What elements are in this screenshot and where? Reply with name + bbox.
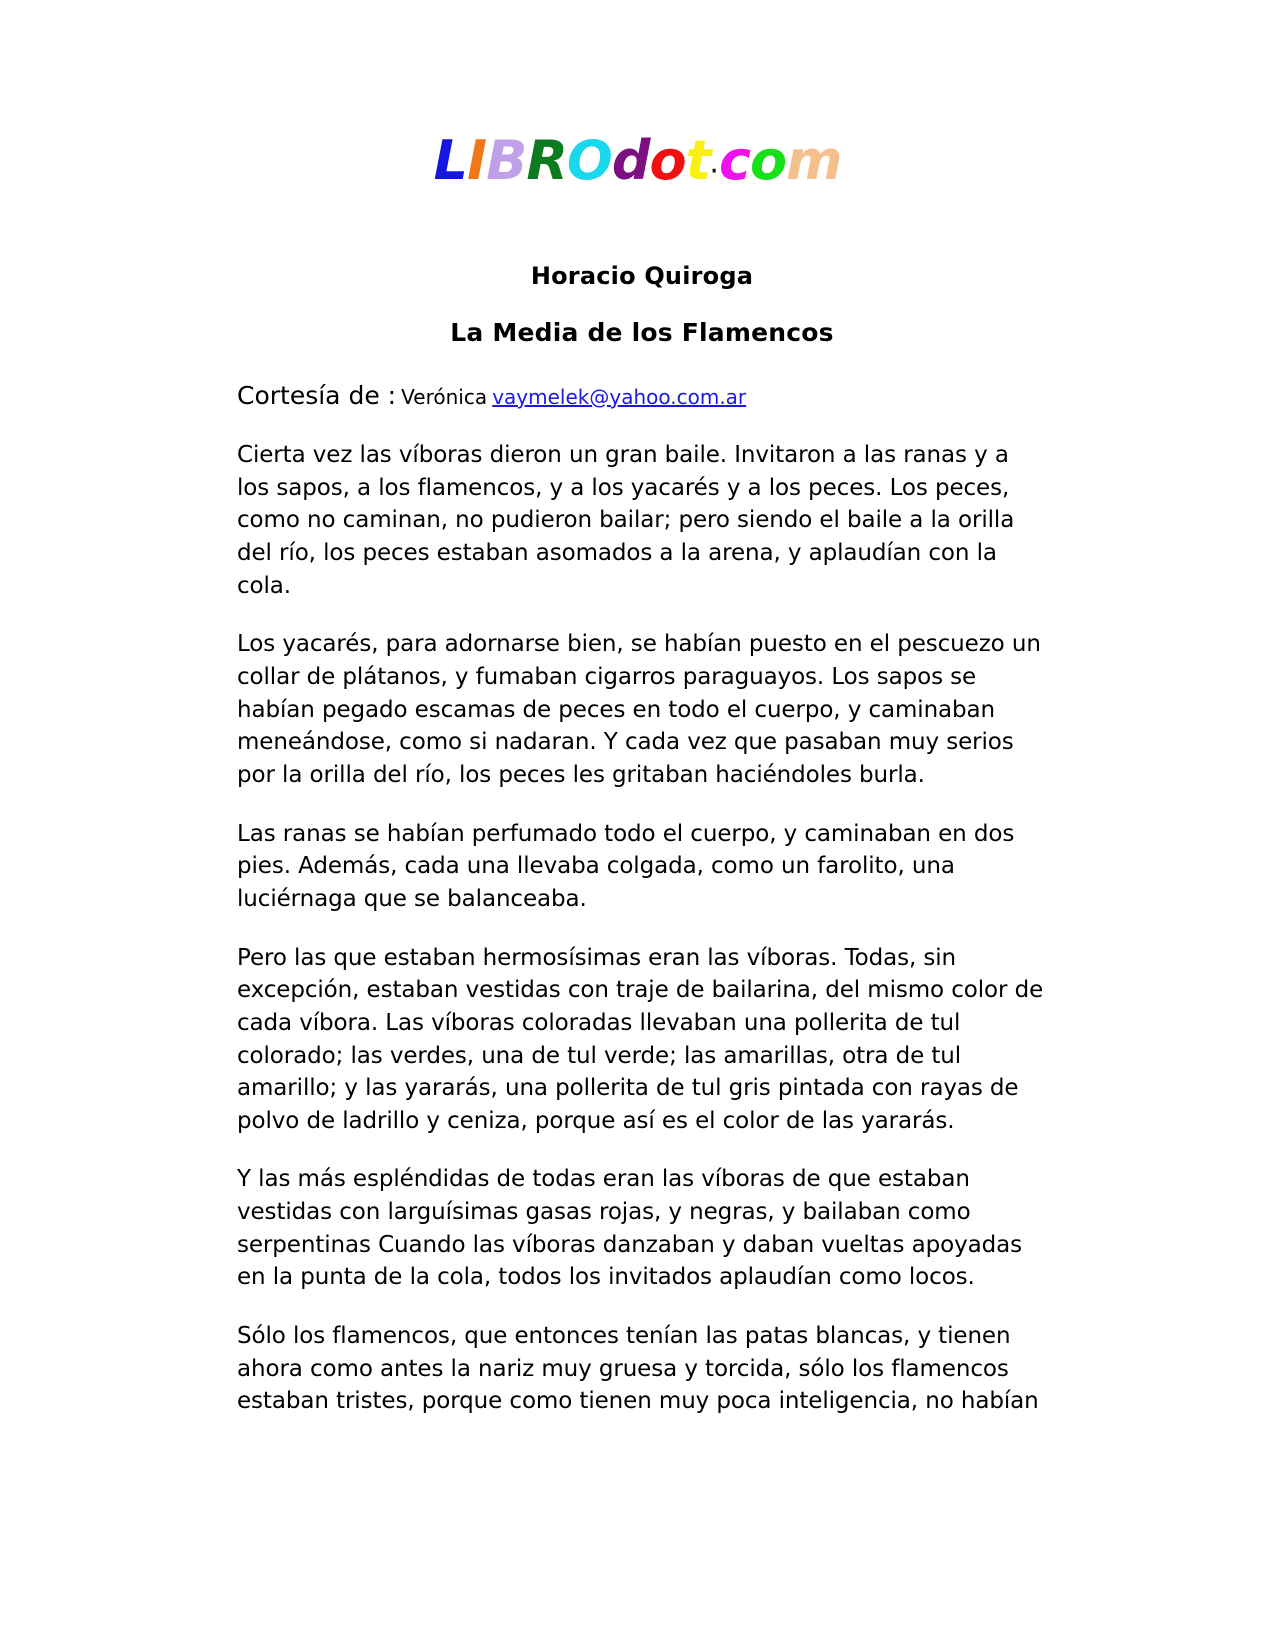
logo-letter-1: I — [467, 129, 487, 192]
site-logo-header — [0, 129, 1275, 192]
librodot-logo[interactable] — [433, 129, 842, 192]
logo-letter-7: t — [685, 129, 711, 192]
courtesy-name: Verónica — [401, 385, 488, 409]
logo-letter-6: o — [649, 129, 686, 192]
logo-letter-2: B — [486, 129, 527, 192]
logo-letter-11: m — [786, 129, 842, 192]
story-paragraphs — [237, 439, 1047, 1418]
logo-letter-10: o — [749, 129, 787, 192]
courtesy-email-link[interactable]: vaymelek@yahoo.com.ar — [492, 385, 747, 409]
paragraph: Cierta vez las víboras dieron un gran baile. Invitaron a las ranas y a los sapos, a los flamencos, y a los yacarés y a los peces. Los peces, como no caminan, no pudieron bailar; pero siendo el baile a la orilla del río, los peces estaban asomados a la arena, y aplaudían con la cola. — [237, 442, 1015, 599]
paragraph: Y las más espléndidas de todas eran las víboras de que estaban vestidas con larguísimas gasas rojas, y negras, y bailaban como serpentinas Cuando las víboras danzaban y daban vueltas apoyadas en la punta de la cola, todos los invitados aplaudían como locos. — [237, 1166, 1022, 1291]
paragraph: Pero las que estaban hermosísimas eran las víboras. Todas, sin excepción, estaban vestidas con traje de bailarina, del mismo color de cada víbora. Las víboras coloradas llevaban una pollerita de tul colorado; las verdes, una de tul verde; las amarillas, otra de tul amarillo; y las yararás, una pollerita de tul gris pintada con rayas de polvo de ladrillo y ceniza, porque así es el color de las yararás. — [237, 944, 1044, 1134]
logo-letter-8: · — [709, 154, 718, 189]
courtesy-line — [237, 381, 1047, 411]
logo-letter-4: O — [566, 129, 612, 192]
paragraph: Las ranas se habían perfumado todo el cuerpo, y caminaban en dos pies. Además, cada una llevaba colgada, como un farolito, una luciérnaga que se balanceaba. — [237, 820, 1015, 912]
logo-letter-3: R — [526, 129, 567, 192]
logo-letter-9: c — [718, 129, 750, 192]
courtesy-label: Cortesía de : — [237, 381, 397, 410]
paragraph: Los yacarés, para adornarse bien, se habían puesto en el pescuezo un collar de plátanos, y fumaban cigarros paraguayos. Los sapos se habían pegado escamas de peces en todo el cuerpo, y caminaban meneándose, como si nadaran. Y cada vez que pasaban muy serios por la orilla del río, los peces les gritaban haciéndoles burla. — [237, 631, 1041, 788]
document-body — [237, 262, 1047, 1444]
logo-letter-5: d — [611, 129, 650, 192]
author-heading: Horacio Quiroga — [530, 262, 754, 290]
logo-letter-0: L — [433, 129, 468, 192]
story-title-heading: La Media de los Flamencos — [450, 318, 834, 347]
paragraph: Sólo los flamencos, que entonces tenían las patas blancas, y tienen ahora como antes la nariz muy gruesa y torcida, sólo los flamencos estaban tristes, porque como tienen muy poca inteligencia, no habían — [237, 1323, 1039, 1415]
